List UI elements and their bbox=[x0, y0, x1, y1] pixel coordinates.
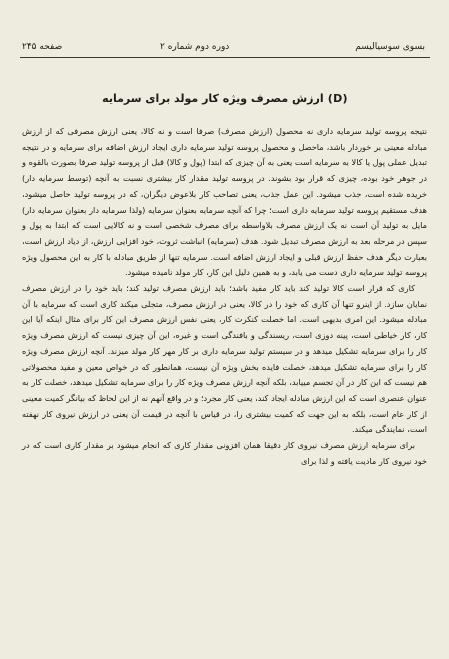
body-text bbox=[22, 124, 427, 469]
issue-info: دوره دوم شماره ۲ bbox=[160, 42, 230, 52]
paragraph: نتیجه پروسه تولید سرمایه داری نه محصول (ارزش مصرف) صرفا است و نه کالا، یعنی ارزش مصرفی که از ارزش مبادله معینی بر خوردار باشد، ماحصل و محصول پروسه تولید سرمایه داری ایجاد ارزش اضافه برای سرمایه و در نتیجه تبدیل عملی پول یا کالا به سرمایه است یعنی به آن چیزی که ابتدا (پول و کالا) قبل از پروسه تولید صرفا بصورت بالقوه و در جوهر خود بوده، چیزی که قرار بود بشوند. در پروسه تولید مقدار کار بیشتری نسبت به آنچه (توسط سرمایه دار) خریده شده است، جذب میشود. این عمل جذب، یعنی تصاحب کار بلاعوض دیگران، که در پروسه تولید حاصل میشود، هدف مستقیم پروسه تولید سرمایه داری است؛ چرا که آنچه سرمایه بعنوان سرمایه (ولذا سرمایه دار بعنوان سرمایه دار) مایل به تولید آن است نه یک ارزش مصرف بلاواسطه برای مصرف شخصی است و نه کالایی است که ابتدا به پول و سپس در مرحله بعد به ارزش مصرف تبدیل شود. هدف (سرمایه) انباشت ثروت، خود افزایی ارزش، از دیاد ارزش است، بعبارت دیگر هدف حفظ ارزش قبلی و ایجاد ارزش اضافه است. سرمایه تنها از طریق مبادله با کار به این محصول ویژه پروسه تولید سرمایه داری دست می یابد، و به همین دلیل این کار، کار مولد نامیده میشود. bbox=[22, 126, 427, 278]
section-title: (D) ارزش مصرف ویژه کار مولد برای سرمایه bbox=[102, 92, 348, 105]
journal-name: بسوی سوسیالیسم bbox=[355, 42, 425, 52]
paragraph: کاری که قرار است کالا تولید کند باید کار مفید باشد؛ باید ارزش مصرف تولید کند؛ باید خود را در ارزش مصرف نمایان سازد. از اینرو تنها آن کاری که خود را در کالا، یعنی در ارزش مصرف، متجلی میکند کاری است که سرمایه با آن مبادله میشود. این امری بدیهی است. اما خصلت کنکرت کار، یعنی نفس ارزش مصرف این کار برای مثال اینکه آیا این کار، کار خیاطی است، پینه دوزی است، ریسندگی و بافندگی است و غیره، این آن چیزی نیست که ارزش مصرف ویژه کار را برای سرمایه تشکیل میدهد و در سیستم تولید سرمایه داری بر کار مهر کار مولد میزند. آنچه ارزش مصرف ویژه کار را برای سرمایه تشکیل میدهد، خصلت فایده بخش ویژه آن نیست، همانطور که در خواص معین و مفید محصولاتی هم نیست که این کار در آن تجسم مییابد، بلکه آنچه ارزش مصرف ویژه کار را برای سرمایه تشکیل میدهد، خصلت کار به عنوان عنصری است که این ارزش مبادله ایجاد کند، یعنی کار مجرد؛ و در واقع آنهم نه از این لحاظ که بیانگر کمیت معینی از کار عام است، بلکه به این جهت که کمیت بیشتری را، در قیاس با آنچه در قیمت آن یعنی در ارزش نیروی کار نهفته است، نمایندگی میکند. bbox=[22, 283, 427, 435]
page-number: صفحه ۲۴۵ bbox=[22, 42, 63, 52]
paragraph: برای سرمایه ارزش مصرف نیروی کار دقیقا همان افزونی مقدار کاری که انجام میشود بر مقدار کاری است که در خود نیروی کار مادیت یافته و لذا برای bbox=[22, 440, 427, 466]
header-rule bbox=[20, 57, 430, 58]
